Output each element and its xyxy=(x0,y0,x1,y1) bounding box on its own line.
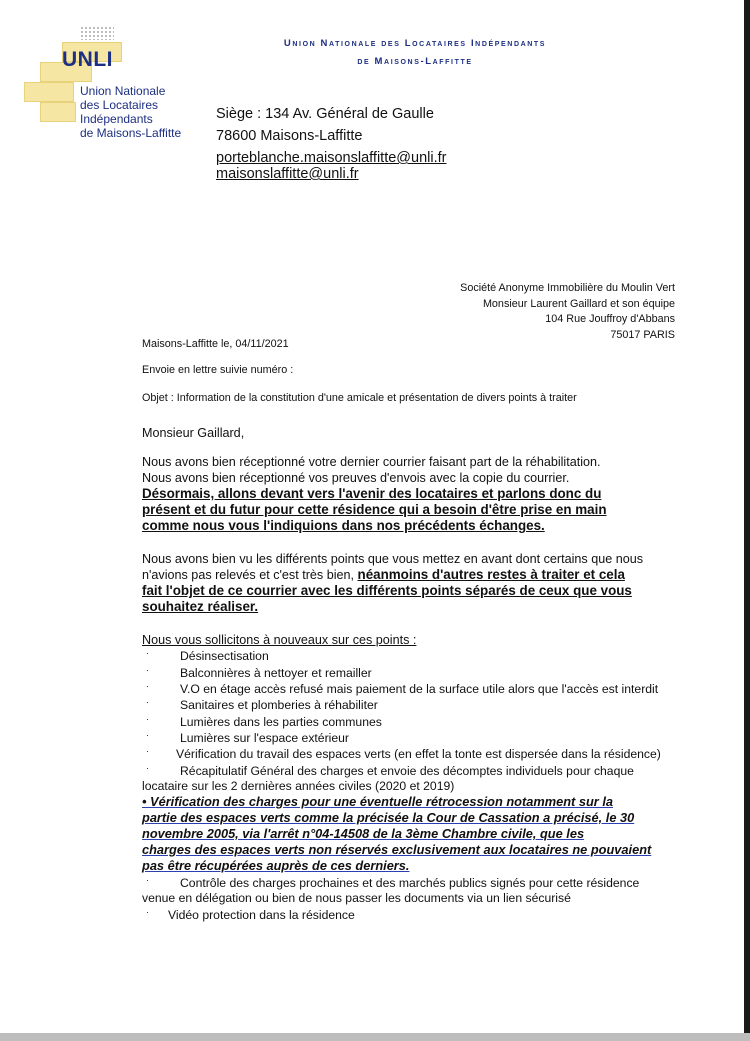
bullet-icon: · xyxy=(146,730,149,740)
unli-logo xyxy=(18,26,208,156)
list-item-text: Sanitaires et plomberies à réhabiliter xyxy=(180,698,378,712)
siege-address-line2: 78600 Maisons-Laffitte xyxy=(216,128,363,144)
bullet-icon: · xyxy=(146,648,149,658)
emphasis-line: partie des espaces verts comme la précisée la Cour de Cassation a précisé, le 30 xyxy=(142,810,635,825)
emphasis-line: pas être récupérées auprès de ces derniers. xyxy=(142,858,410,873)
paragraph-line xyxy=(142,567,702,583)
logo-abbreviation: UNLI xyxy=(62,48,113,71)
paragraph-line: Nous avons bien réceptionné votre dernier courrier faisant part de la réhabilitation. xyxy=(142,455,601,469)
logo-name-line: de Maisons-Laffitte xyxy=(80,126,182,140)
list-item-text: V.O en étage accès refusé mais paiement de la surface utile alors que l'accès est interdit xyxy=(180,682,659,696)
header-title-line2: de Maisons-Laffitte xyxy=(357,56,473,67)
logo-dots-pattern xyxy=(80,26,114,40)
siege-address-line1: Siège : 134 Av. Général de Gaulle xyxy=(216,106,434,122)
bullet-icon: · xyxy=(146,875,149,885)
emphasis-line: charges des espaces verts non réservés exclusivement aux locataires ne pouvaient xyxy=(142,842,652,857)
date-line: Maisons-Laffitte le, 04/11/2021 xyxy=(142,338,289,350)
paragraph-1 xyxy=(142,454,702,534)
emphasis-line: comme nous vous l'indiquions dans nos précédents échanges. xyxy=(142,518,545,533)
list-item-text: Lumières dans les parties communes xyxy=(180,715,382,729)
list-item-text: Balconnières à nettoyer et remailler xyxy=(180,666,372,680)
emphasis-line: novembre 2005, via l'arrêt n°04-14508 de la 3ème Chambre civile, que les xyxy=(142,826,585,841)
emphasis-text: néanmoins d'autres restes à traiter et cela xyxy=(357,567,625,582)
recipient-block xyxy=(460,281,675,343)
emphasis-line: • Vérification des charges pour une éventuelle rétrocession notamment sur la xyxy=(142,794,613,809)
bullet-icon: · xyxy=(146,681,149,691)
list-item-text: Récapitulatif Général des charges et envoie des décomptes individuels pour chaque xyxy=(180,764,634,778)
bottom-edge-border xyxy=(0,1033,750,1041)
list-item-text: venue en délégation ou bien de nous passer les documents via un lien sécurisé xyxy=(142,891,571,905)
recipient-line: 75017 PARIS xyxy=(610,328,675,341)
bullet-icon: · xyxy=(146,697,149,707)
emphasis-line: présent et du futur pour cette résidence qui a besoin d'être prise en main xyxy=(142,502,607,517)
paragraph-line: Nous avons bien vu les différents points que vous mettez en avant dont certains que nous xyxy=(142,552,644,566)
paragraph-2 xyxy=(142,551,702,615)
emphasis-line: Désormais, allons devant vers l'avenir des locataires et parlons donc du xyxy=(142,486,602,501)
list-title: Nous vous sollicitons à nouveaux sur ces points : xyxy=(142,633,417,647)
bullet-icon: · xyxy=(146,746,149,756)
cassation-paragraph xyxy=(142,794,702,874)
logo-full-name xyxy=(80,84,181,140)
email-link-porteblanche[interactable]: porteblanche.maisonslaffitte@unli.fr xyxy=(216,150,447,166)
tracking-line: Envoie en lettre suivie numéro : xyxy=(142,364,294,376)
list-item-text: locataire sur les 2 dernières années civiles (2020 et 2019) xyxy=(142,779,455,793)
logo-name-line: Indépendants xyxy=(80,112,153,126)
subject-line: Objet : Information de la constitution d'une amicale et présentation de divers points à traiter xyxy=(142,392,577,404)
paragraph-line: Nous avons bien réceptionné vos preuves d'envois avec la copie du courrier. xyxy=(142,471,570,485)
bullet-icon: · xyxy=(146,714,149,724)
emphasis-line: souhaitez réaliser. xyxy=(142,599,259,614)
paragraph-text: n'avions pas relevés et c'est très bien, xyxy=(142,568,358,582)
recipient-line: Monsieur Laurent Gaillard et son équipe xyxy=(482,297,675,310)
bullet-icon: · xyxy=(146,763,149,773)
logo-name-line: Union Nationale xyxy=(80,84,166,98)
bullet-icon: · xyxy=(146,907,149,917)
list-item-text: Désinsectisation xyxy=(180,649,269,663)
recipient-line: Société Anonyme Immobilière du Moulin Vert xyxy=(460,282,675,294)
list-item-text: Lumières sur l'espace extérieur xyxy=(180,731,349,745)
recipient-line: 104 Rue Jouffroy d'Abbans xyxy=(545,313,675,325)
list-item-text: Vidéo protection dans la résidence xyxy=(168,908,355,922)
header-title-line1: Union Nationale des Locataires Indépendants xyxy=(283,38,547,49)
list-item-text: Vérification du travail des espaces verts (en effet la tonte est dispersée dans la résidence) xyxy=(176,747,661,761)
right-edge-border xyxy=(744,0,750,1041)
logo-name-line: des Locataires xyxy=(80,98,159,112)
email-link-maisonslaffitte[interactable]: maisonslaffitte@unli.fr xyxy=(216,166,359,182)
salutation: Monsieur Gaillard, xyxy=(142,426,245,440)
emphasis-line: fait l'objet de ce courrier avec les différents points séparés de ceux que vous xyxy=(142,583,632,598)
logo-block xyxy=(40,102,76,122)
bullet-icon: · xyxy=(146,665,149,675)
logo-block xyxy=(24,82,74,102)
list-item-text: Contrôle des charges prochaines et des marchés publics signés pour cette résidence xyxy=(180,876,640,890)
